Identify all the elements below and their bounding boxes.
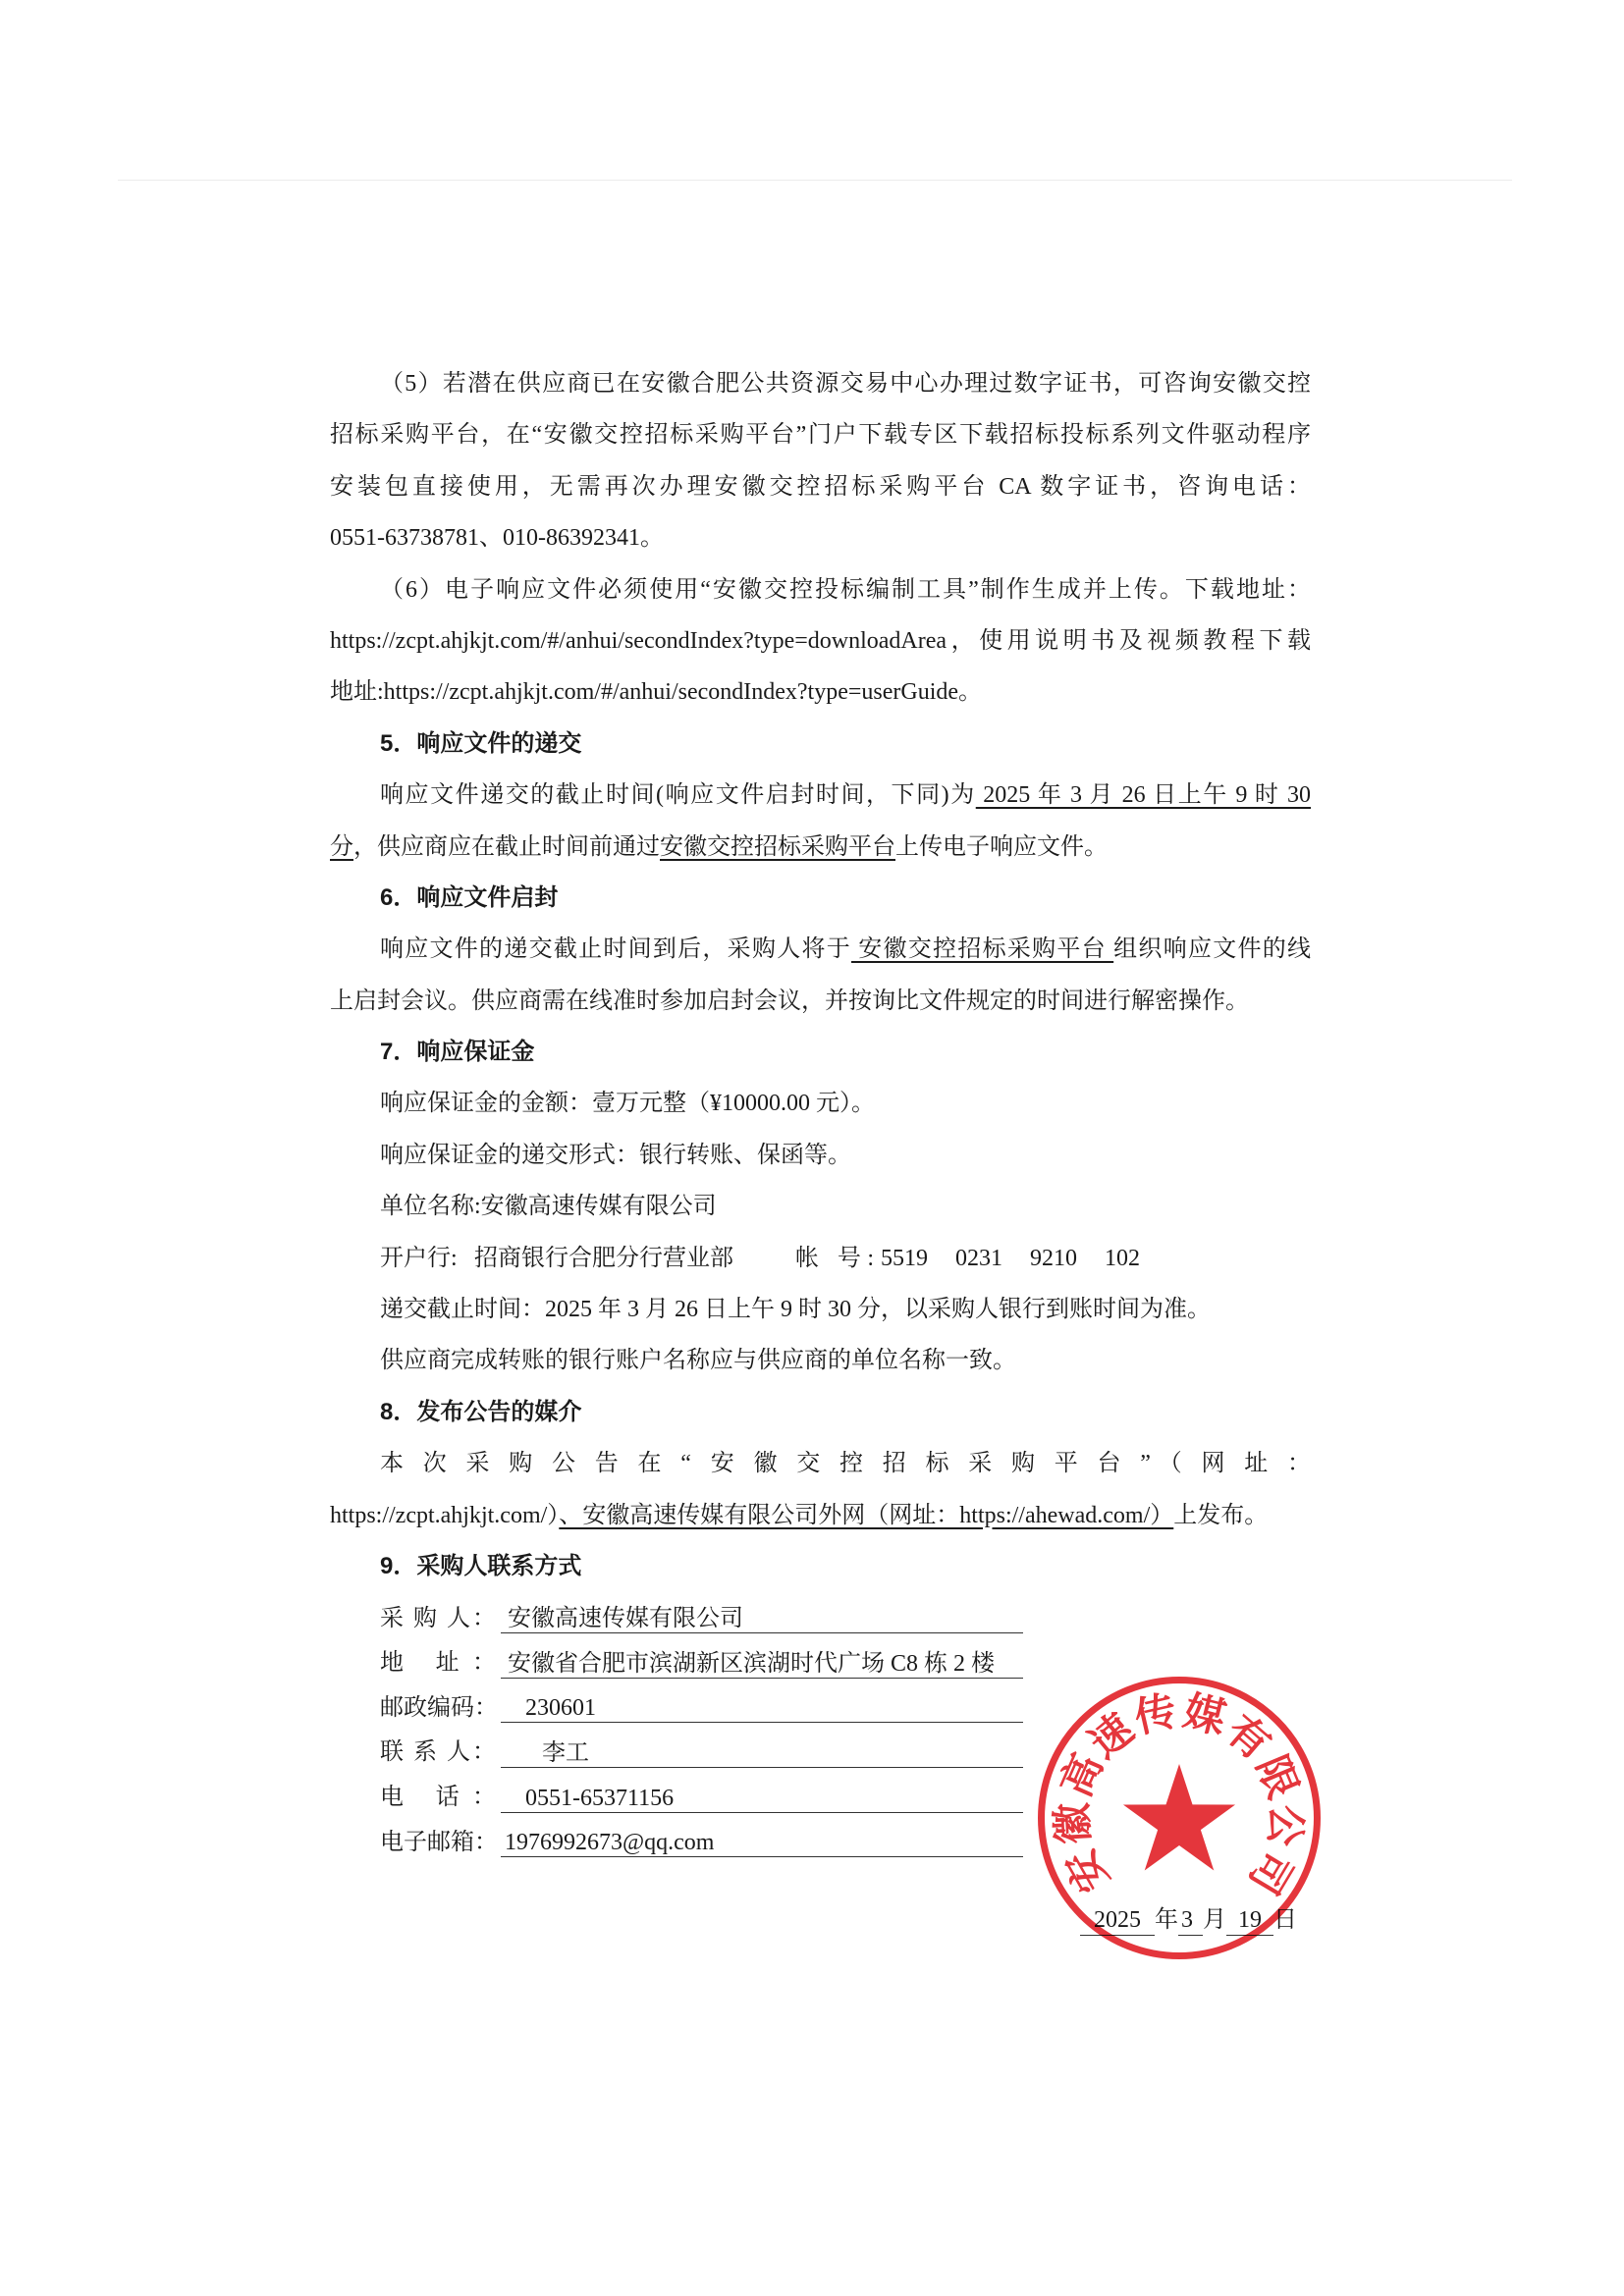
deposit-form: 响应保证金的递交形式：银行转账、保函等。 bbox=[380, 1142, 851, 1168]
document-body bbox=[330, 358, 1311, 1861]
opening-text-end: 组织响应文件的线 bbox=[1113, 936, 1312, 963]
contact-value: 李工 bbox=[501, 1738, 1023, 1768]
contact-value: 0551-65371156 bbox=[501, 1784, 1023, 1813]
contact-label: 电 话： bbox=[380, 1785, 496, 1811]
seal-star-icon bbox=[1123, 1764, 1235, 1871]
date-year-unit: 年 bbox=[1155, 1907, 1178, 1933]
contact-label: 电子邮箱： bbox=[380, 1829, 498, 1855]
opening-line: 上启封会议。供应商需在线准时参加启封会议，并按询比文件规定的时间进行解密操作。 bbox=[330, 988, 1249, 1014]
item6-line: https://zcpt.ahjkjt.com/#/anhui/secondIndex?type=downloadArea，使用说明书及视频教程下载 bbox=[330, 627, 1311, 654]
seal-text-path: 安徽高速传媒有限公司 bbox=[1049, 1686, 1311, 1902]
section-heading: 7．响应保证金 bbox=[380, 1039, 535, 1066]
contact-value: 1976992673@qq.com bbox=[501, 1828, 1023, 1857]
bank-account-line bbox=[330, 1233, 1311, 1284]
item5-line: 安装包直接使用，无需再次办理安徽交控招标采购平台 CA 数字证书，咨询电话： bbox=[330, 473, 1311, 500]
contact-value: 安徽高速传媒有限公司 bbox=[501, 1604, 1023, 1633]
platform-name: 安徽交控招标采购平台 bbox=[851, 936, 1114, 963]
date-day-unit: 日 bbox=[1273, 1907, 1297, 1933]
platform-name: 安徽交控招标采购平台 bbox=[660, 833, 895, 860]
deposit-amount: 响应保证金的金额：壹万元整（¥10000.00 元）。 bbox=[380, 1091, 875, 1117]
bank-label: 开户行: bbox=[380, 1245, 458, 1271]
section-heading: 9．采购人联系方式 bbox=[380, 1552, 582, 1579]
item5-line: 招标采购平台，在“安徽交控招标采购平台”门户下载专区下载招标投标系列文件驱动程序 bbox=[330, 422, 1311, 449]
item5-line: （5）若潜在供应商已在安徽合肥公共资源交易中心办理过数字证书，可咨询安徽交控 bbox=[380, 371, 1311, 397]
deadline-value-end: 分 bbox=[330, 833, 353, 860]
account-label: 帐 号: bbox=[795, 1245, 874, 1271]
bank-name: 招商银行合肥分行营业部 bbox=[474, 1245, 733, 1271]
media-line: 本次采购公告在“安徽交控招标采购平台”（网址： bbox=[380, 1451, 1311, 1477]
date-day: 19 bbox=[1226, 1905, 1273, 1936]
deposit-deadline: 递交截止时间：2025 年 3 月 26 日上午 9 时 30 分，以采购人银行到账时间为准。 bbox=[380, 1297, 1211, 1323]
company-seal bbox=[1032, 1671, 1326, 1965]
submission-text: ，供应商应在截止时间前通过 bbox=[353, 833, 660, 860]
date-month: 3 bbox=[1178, 1905, 1203, 1936]
date-month-unit: 月 bbox=[1203, 1907, 1226, 1933]
contact-row-purchaser bbox=[330, 1592, 1311, 1637]
date-year: 2025 bbox=[1080, 1905, 1155, 1936]
contact-label: 地 址： bbox=[380, 1650, 496, 1677]
contact-label: 联 系 人： bbox=[380, 1739, 496, 1766]
contact-value: 230601 bbox=[501, 1693, 1023, 1723]
opening-line bbox=[330, 924, 1311, 975]
contact-value: 安徽省合肥市滨湖新区滨湖时代广场 C8 栋 2 楼 bbox=[501, 1649, 1023, 1679]
deposit-unit-name: 单位名称:安徽高速传媒有限公司 bbox=[380, 1194, 717, 1220]
item5-line: 0551-63738781、010-86392341。 bbox=[330, 525, 664, 552]
contact-label: 邮政编码： bbox=[380, 1694, 498, 1721]
submission-method-line bbox=[330, 822, 1311, 873]
item6-line: （6）电子响应文件必须使用“安徽交控投标编制工具”制作生成并上传。下载地址： bbox=[380, 576, 1311, 603]
submission-deadline-line bbox=[330, 770, 1311, 821]
header-rule bbox=[118, 180, 1512, 181]
section-heading: 5．响应文件的递交 bbox=[380, 729, 582, 757]
submission-text-end: 上传电子响应文件。 bbox=[895, 833, 1108, 860]
deposit-note: 供应商完成转账的银行账户名称应与供应商的单位名称一致。 bbox=[380, 1348, 1016, 1374]
item6-line: 地址:https://zcpt.ahjkjt.com/#/anhui/secondIndex?type=userGuide。 bbox=[330, 679, 983, 706]
deadline-value: 2025 年 3 月 26 日上午 9 时 30 bbox=[975, 782, 1312, 809]
company-website: 、安徽高速传媒有限公司外网（网址：https://ahewad.com/） bbox=[559, 1502, 1174, 1528]
media-line-end: 上发布。 bbox=[1173, 1502, 1269, 1528]
section-heading: 6．响应文件启封 bbox=[380, 883, 559, 911]
platform-url: https://zcpt.ahjkjt.com/） bbox=[330, 1502, 560, 1528]
media-line bbox=[330, 1490, 1311, 1541]
contact-label: 采 购 人： bbox=[380, 1605, 496, 1631]
opening-text: 响应文件的递交截止时间到后，采购人将于 bbox=[380, 936, 851, 963]
account-number: 5519 0231 9210 102 bbox=[881, 1245, 1140, 1271]
deadline-intro: 响应文件递交的截止时间(响应文件启封时间，下同)为 bbox=[380, 782, 976, 809]
section-heading: 8．发布公告的媒介 bbox=[380, 1398, 582, 1425]
